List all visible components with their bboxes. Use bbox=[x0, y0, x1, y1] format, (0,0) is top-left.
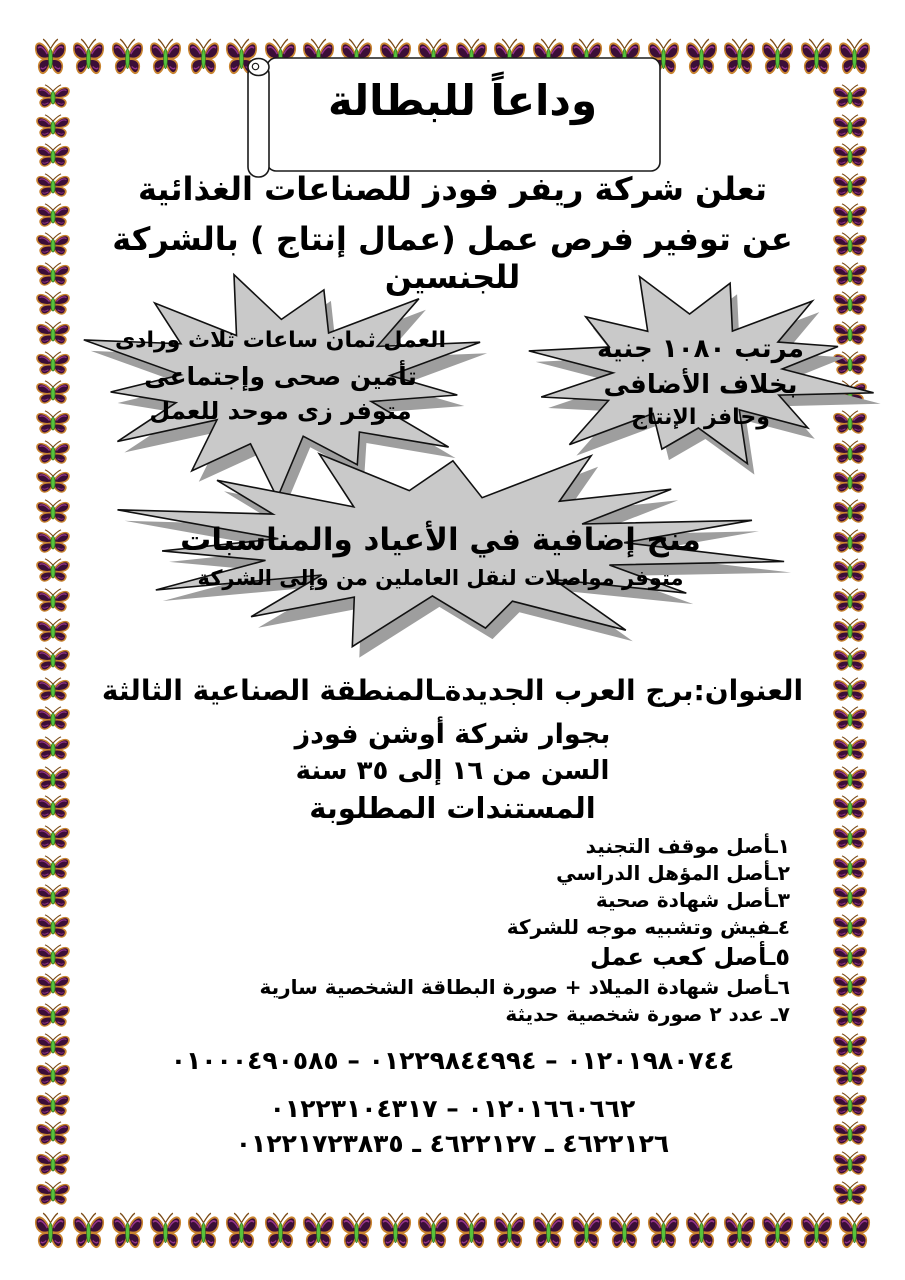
butterfly-icon bbox=[830, 618, 870, 643]
butterfly-icon bbox=[223, 1212, 260, 1250]
benefit-grants: منح إضافية في الأعياد والمناسبات bbox=[180, 522, 701, 558]
butterfly-icon bbox=[683, 38, 720, 76]
butterfly-icon bbox=[33, 618, 73, 643]
butterfly-icon bbox=[33, 114, 73, 139]
butterfly-icon bbox=[33, 647, 73, 672]
list-item: ٦ـأصل شهادة الميلاد + صورة البطاقة الشخصية سارية bbox=[259, 975, 790, 999]
butterfly-icon bbox=[830, 143, 870, 168]
announcement-line-2: عن توفير فرص عمل (عمال إنتاج ) بالشركة للجنسين bbox=[112, 220, 793, 296]
page-title: وداعاً للبطالة bbox=[327, 76, 598, 125]
list-item: ٢ـأصل المؤهل الدراسي bbox=[556, 861, 790, 885]
butterfly-icon bbox=[300, 1212, 337, 1250]
butterfly-icon bbox=[830, 766, 870, 791]
butterfly-icon bbox=[830, 588, 870, 613]
butterfly-icon bbox=[830, 1181, 870, 1206]
butterfly-icon bbox=[33, 143, 73, 168]
butterfly-icon bbox=[830, 499, 870, 524]
butterfly-icon bbox=[70, 38, 107, 76]
butterfly-icon bbox=[798, 38, 835, 76]
butterfly-icon bbox=[830, 944, 870, 969]
landmark-line: بجوار شركة أوشن فودز bbox=[294, 719, 611, 750]
phone-numbers-line-1: ٠١٢٠١٩٨٠٧٤٤ – ٠١٢٢٩٨٤٤٩٩٤ – ٠١٠٠٠٤٩٠٥٨٥ bbox=[170, 1046, 735, 1075]
benefit-uniform: متوفر زى موحد للعمل bbox=[149, 397, 412, 425]
butterfly-icon bbox=[109, 38, 146, 76]
benefit-transport: متوفر مواصلات لنقل العاملين من وإلى الشركة bbox=[197, 566, 684, 590]
butterfly-icon bbox=[185, 1212, 222, 1250]
butterfly-icon bbox=[33, 944, 73, 969]
butterfly-icon bbox=[377, 1212, 414, 1250]
list-item: ٤ـفيش وتشبيه موجه للشركة bbox=[506, 915, 790, 939]
phone-numbers-line-3: ٤٦٢٢١٢٦ ـ ٤٦٢٢١٢٧ ـ ٠١٢٢١٧٢٣٨٣٥ bbox=[235, 1129, 670, 1158]
benefit-incentive: وحافز الإنتاج bbox=[631, 405, 770, 430]
butterfly-icon bbox=[32, 1212, 69, 1250]
benefit-overtime: بخلاف الأضافى bbox=[603, 370, 798, 400]
list-item: ٣ـأصل شهادة صحية bbox=[595, 888, 790, 912]
butterfly-icon bbox=[33, 558, 73, 583]
benefits-right-text bbox=[548, 334, 853, 430]
age-range-line: السن من ١٦ إلى ٣٥ سنة bbox=[295, 756, 610, 786]
butterfly-icon bbox=[33, 706, 73, 731]
butterfly-icon bbox=[33, 1181, 73, 1206]
butterfly-icon bbox=[33, 855, 73, 880]
butterfly-icon bbox=[491, 1212, 528, 1250]
butterfly-icon bbox=[606, 1212, 643, 1250]
butterfly-icon bbox=[33, 973, 73, 998]
announcement-line-1: تعلن شركة ريفر فودز للصناعات الغذائية bbox=[138, 170, 767, 208]
butterfly-icon bbox=[798, 1212, 835, 1250]
butterfly-icon bbox=[830, 84, 870, 109]
butterfly-icon bbox=[830, 855, 870, 880]
border-bottom bbox=[32, 1212, 873, 1244]
butterfly-icon bbox=[830, 825, 870, 850]
butterfly-icon bbox=[830, 647, 870, 672]
documents-heading: المستندات المطلوبة bbox=[309, 791, 596, 825]
butterfly-icon bbox=[70, 1212, 107, 1250]
butterfly-icon bbox=[453, 1212, 490, 1250]
butterfly-icon bbox=[32, 38, 69, 76]
butterfly-icon bbox=[415, 1212, 452, 1250]
butterfly-icon bbox=[683, 1212, 720, 1250]
butterfly-icon bbox=[185, 38, 222, 76]
benefits-left-text bbox=[108, 328, 453, 425]
butterfly-icon bbox=[33, 914, 73, 939]
butterfly-icon bbox=[830, 558, 870, 583]
butterfly-icon bbox=[33, 677, 73, 702]
butterfly-icon bbox=[836, 38, 873, 76]
butterfly-icon bbox=[33, 766, 73, 791]
butterfly-icon bbox=[721, 38, 758, 76]
butterfly-icon bbox=[759, 1212, 796, 1250]
butterfly-icon bbox=[830, 736, 870, 761]
butterfly-icon bbox=[759, 38, 796, 76]
butterfly-icon bbox=[109, 1212, 146, 1250]
benefit-insurance: تأمين صحى وإجتماعى bbox=[144, 362, 417, 391]
butterfly-icon bbox=[33, 588, 73, 613]
butterfly-icon bbox=[338, 1212, 375, 1250]
butterfly-icon bbox=[33, 529, 73, 554]
phone-numbers-line-2: ٠١٢٠١٦٦٠٦٦٢ – ٠١٢٢٣١٠٤٣١٧ bbox=[269, 1094, 636, 1123]
list-item: ٧ـ عدد ٢ صورة شخصية حديثة bbox=[505, 1002, 790, 1026]
benefit-salary: مرتب ١٠٨٠ جنيه bbox=[597, 334, 804, 364]
benefits-bottom-text bbox=[128, 522, 753, 590]
butterfly-icon bbox=[830, 114, 870, 139]
butterfly-icon bbox=[830, 973, 870, 998]
butterfly-icon bbox=[33, 1003, 73, 1028]
address-line: العنوان:برج العرب الجديدةـالمنطقة الصناعية الثالثة bbox=[101, 674, 804, 707]
butterfly-icon bbox=[721, 1212, 758, 1250]
butterfly-icon bbox=[33, 825, 73, 850]
butterfly-icon bbox=[147, 1212, 184, 1250]
list-item: ٥ـأصل كعب عمل bbox=[589, 943, 790, 971]
butterfly-icon bbox=[33, 736, 73, 761]
butterfly-icon bbox=[568, 1212, 605, 1250]
butterfly-icon bbox=[830, 529, 870, 554]
butterfly-icon bbox=[33, 84, 73, 109]
butterfly-icon bbox=[836, 1212, 873, 1250]
butterfly-icon bbox=[830, 677, 870, 702]
butterfly-icon bbox=[33, 884, 73, 909]
butterfly-icon bbox=[147, 38, 184, 76]
butterfly-icon bbox=[645, 1212, 682, 1250]
butterfly-icon bbox=[830, 914, 870, 939]
butterfly-icon bbox=[33, 795, 73, 820]
list-item: ١ـأصل موقف التجنيد bbox=[585, 834, 790, 858]
butterfly-icon bbox=[530, 1212, 567, 1250]
documents-list bbox=[190, 833, 790, 1028]
butterfly-icon bbox=[830, 1003, 870, 1028]
benefit-hours: العمل ثمان ساعات ثلاث ورادى bbox=[115, 328, 446, 353]
butterfly-icon bbox=[830, 884, 870, 909]
butterfly-icon bbox=[830, 706, 870, 731]
butterfly-icon bbox=[262, 1212, 299, 1250]
butterfly-icon bbox=[830, 795, 870, 820]
